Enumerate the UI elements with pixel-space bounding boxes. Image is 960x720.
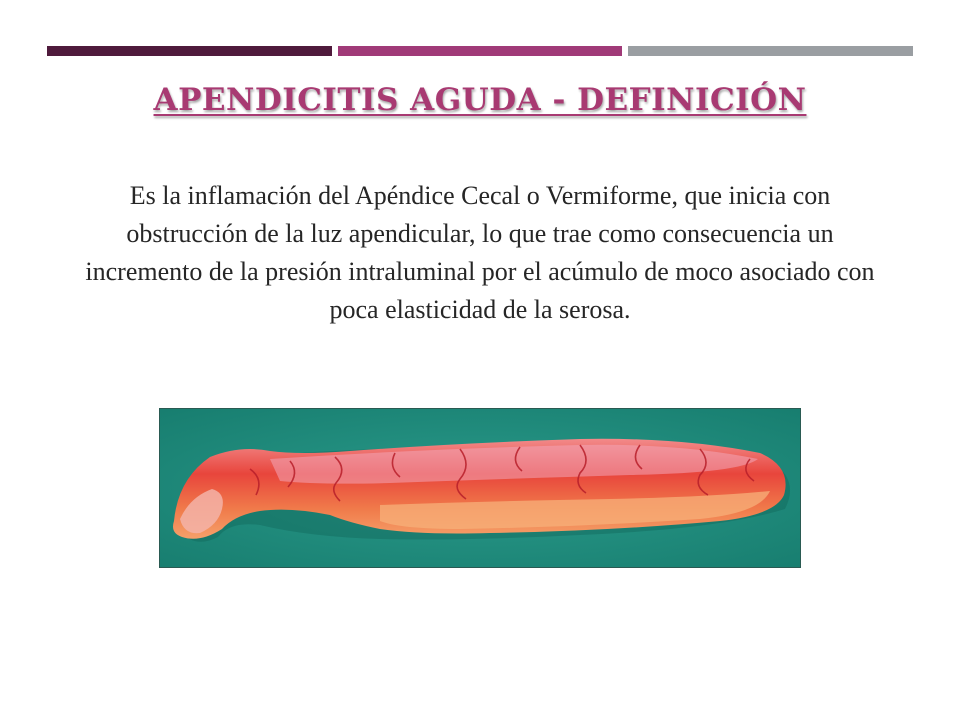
accent-bar-plum <box>47 46 332 56</box>
accent-bar-magenta <box>338 46 622 56</box>
slide-title: APENDICITIS AGUDA - DEFINICIÓN <box>153 82 807 118</box>
accent-bar-gray <box>628 46 913 56</box>
definition-text: Es la inflamación del Apéndice Cecal o Vermiforme, que inicia con obstrucción de la luz apendicular, lo que trae como consecuencia un incremento de la presión intraluminal por el acúmulo de moco asociado con poca elasticidad de la serosa. <box>85 181 875 324</box>
appendix-specimen-photo <box>159 408 801 568</box>
header-accent-bars <box>47 46 913 56</box>
